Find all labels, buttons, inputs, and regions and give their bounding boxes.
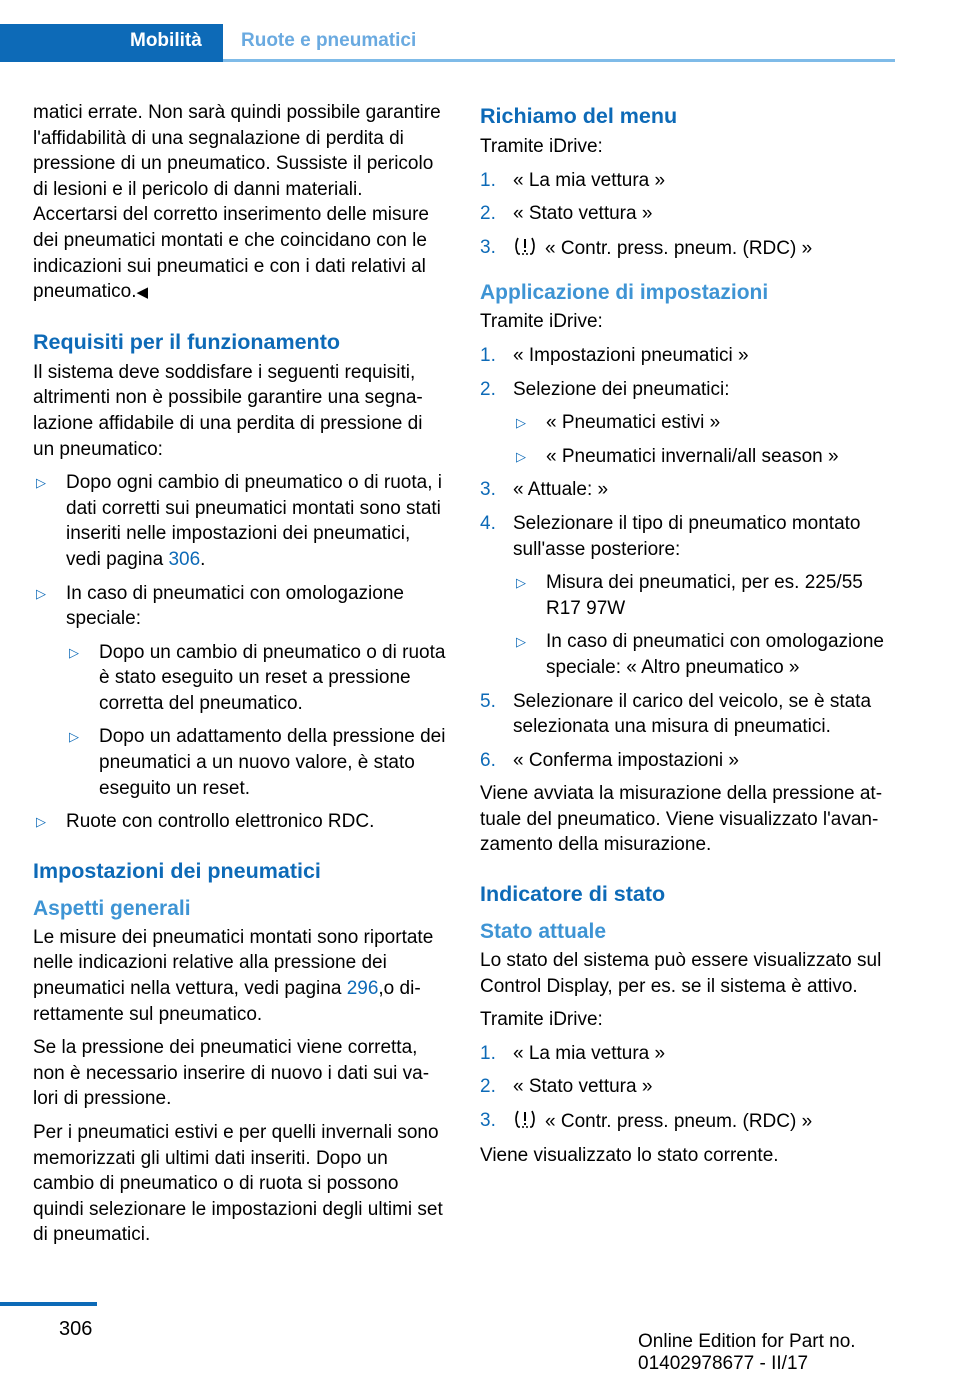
edition-note: Online Edition for Part no. 01402978677 - II/17 <box>638 1331 856 1374</box>
triangle-bullet-icon: ▷ <box>516 415 526 431</box>
apply-result: Viene avviata la misurazione della pressione attuale del pneumatico. Viene visualizzato l'avanzamento della misurazione. <box>480 783 883 856</box>
list-item: 2. « Stato vettura » <box>480 1076 653 1098</box>
current-status-heading: Stato attuale <box>480 920 607 944</box>
requirements-heading: Requisiti per il funzionamento <box>33 329 340 354</box>
general-paragraph-1: Le misure dei pneumatici montati sono riportate nelle indicazioni relative alla pressione dei pneumatici nella vettura, vedi pagina 296,o direttamente sul pneumatico. <box>33 926 434 1025</box>
sub-list <box>513 570 895 680</box>
list-item: 6. « Conferma impostazioni » <box>480 749 739 771</box>
page-link-296[interactable]: 296 <box>346 978 379 1000</box>
triangle-bullet-icon: ▷ <box>516 634 526 650</box>
menu-heading: Richiamo del menu <box>480 104 678 128</box>
list-item: 2. Selezione dei pneumatici: ▷ « Pneumatici estivi » ▷ « Pneumatici invernali/all season » <box>480 377 895 470</box>
header-divider <box>223 59 895 62</box>
page-number: 306 <box>59 1318 93 1340</box>
tire-pressure-warning-icon <box>513 1108 537 1130</box>
list-item: ▷ In caso di pneumatici con omologazione speciale: ▷ Dopo un cambio di pneumatico o di ruota è stato eseguito un reset a pressione corretta del pneumatico. ▷ Dopo un adattamento della pressione dei pneumatici a un nuovo valore, è stato eseguito un reset. <box>33 581 448 802</box>
list-item: ▷ « Pneumatici invernali/all season » <box>513 444 895 470</box>
list-item: 5. Selezionare il carico del veicolo, se è stata selezionata una misura di pneumatici. <box>480 690 872 738</box>
list-item: ▷ In caso di pneumatici con omologazione speciale: « Altro pneumatico » <box>516 631 884 678</box>
page-header <box>0 0 960 64</box>
current-status-text: Lo stato del sistema può essere visualizzato sul Control Display, per es. se il sistema è attivo. <box>480 950 882 997</box>
current-result: Viene visualizzato lo stato corrente. <box>480 1144 779 1166</box>
chapter-tab <box>0 24 223 62</box>
left-column <box>33 100 448 1256</box>
list-item: 1. « La mia vettura » <box>480 169 666 191</box>
menu-steps <box>480 168 895 262</box>
intro-paragraph: matici errate. Non sarà quindi possibile garantire l'affidabilità di una segnalazione di perdita di pressione di un pneumatico. Sussiste il pericolo di lesioni e il pericolo di danni materiali. Accertarsi del corretto inserimento delle misure dei pneumatici montati e che coincidano con le indicazioni sui pneumatici e con i dati relativi al pneumatico.◀ <box>33 102 441 303</box>
triangle-bullet-icon: ▷ <box>69 644 79 660</box>
tire-pressure-warning-icon <box>513 235 537 257</box>
general-heading: Aspetti generali <box>33 896 191 920</box>
list-item: 1. « La mia vettura » <box>480 1042 666 1064</box>
list-item: ▷ Misura dei pneumatici, per es. 225/55 R17 97W <box>516 572 863 619</box>
requirements-list <box>33 470 448 835</box>
list-item: 3. « Attuale: » <box>480 479 609 501</box>
section-title: Ruote e pneumatici <box>241 30 417 51</box>
list-item: ▷ « Pneumatici estivi » <box>513 410 895 436</box>
triangle-bullet-icon: ▷ <box>36 814 46 830</box>
list-item: 1. « Impostazioni pneumatici » <box>480 344 749 366</box>
triangle-bullet-icon: ▷ <box>36 475 46 491</box>
status-heading: Indicatore di stato <box>480 882 666 907</box>
triangle-bullet-icon: ▷ <box>36 585 46 601</box>
apply-steps <box>480 343 895 773</box>
end-mark-icon: ◀ <box>136 284 149 302</box>
page-link-306[interactable]: 306 <box>168 548 201 570</box>
chapter-tab-label: Mobilità <box>130 30 202 51</box>
general-paragraph-3: Per i pneumatici estivi e per quelli invernali sono memorizzati gli ultimi dati inseriti. Dopo un cambio di pneumatico o di ruota si possono quindi selezionare le impostazioni degli ultimi set di pneumatici. <box>33 1122 443 1246</box>
current-intro: Tramite iDrive: <box>480 1009 603 1031</box>
footer-divider <box>0 1302 97 1306</box>
triangle-bullet-icon: ▷ <box>516 448 526 464</box>
triangle-bullet-icon: ▷ <box>69 729 79 745</box>
apply-settings-heading: Applicazione di impostazioni <box>480 281 769 305</box>
sub-list <box>513 410 895 469</box>
list-item: 2. « Stato vettura » <box>480 203 653 225</box>
list-item: ▷ Dopo ogni cambio di pneumatico o di ruota, i dati corretti sui pneumatici montati sono stati inseriti nelle impostazioni dei pneumatici, vedi pagina 306. <box>36 472 443 570</box>
sub-list <box>66 640 448 802</box>
menu-intro: Tramite iDrive: <box>480 136 603 157</box>
apply-intro: Tramite iDrive: <box>480 311 603 333</box>
list-item: 3. « Contr. press. pneum. (RDC) » <box>480 1110 813 1133</box>
triangle-bullet-icon: ▷ <box>516 575 526 591</box>
list-item: ▷ Dopo un cambio di pneumatico o di ruota è stato eseguito un reset a pressione corretta del pneumatico. <box>69 641 446 714</box>
settings-heading: Impostazioni dei pneumatici <box>33 858 321 883</box>
list-item: 4. Selezionare il tipo di pneumatico montato sull'asse posteriore: ▷ Misura dei pneumatici, per es. 225/55 R17 97W ▷ In caso di pneumatici con omologazione speciale: « Altro pneumatico » <box>480 511 895 681</box>
right-column <box>480 100 895 1176</box>
current-steps <box>480 1041 895 1135</box>
general-paragraph-2: Se la pressione dei pneumatici viene corretta, non è necessario inserire di nuovo i dati sui valori di pressione. <box>33 1037 430 1110</box>
requirements-text: Il sistema deve soddisfare i seguenti requisiti, altrimenti non è possibile garantire una segnalazione affidabile di una perdita di pressione di un pneumatico: <box>33 361 423 460</box>
list-item: ▷ Ruote con controllo elettronico RDC. <box>33 809 448 835</box>
list-item: ▷ Dopo un adattamento della pressione dei pneumatici a un nuovo valore, è stato eseguito un reset. <box>69 726 446 799</box>
list-item: 3. « Contr. press. pneum. (RDC) » <box>480 236 813 259</box>
